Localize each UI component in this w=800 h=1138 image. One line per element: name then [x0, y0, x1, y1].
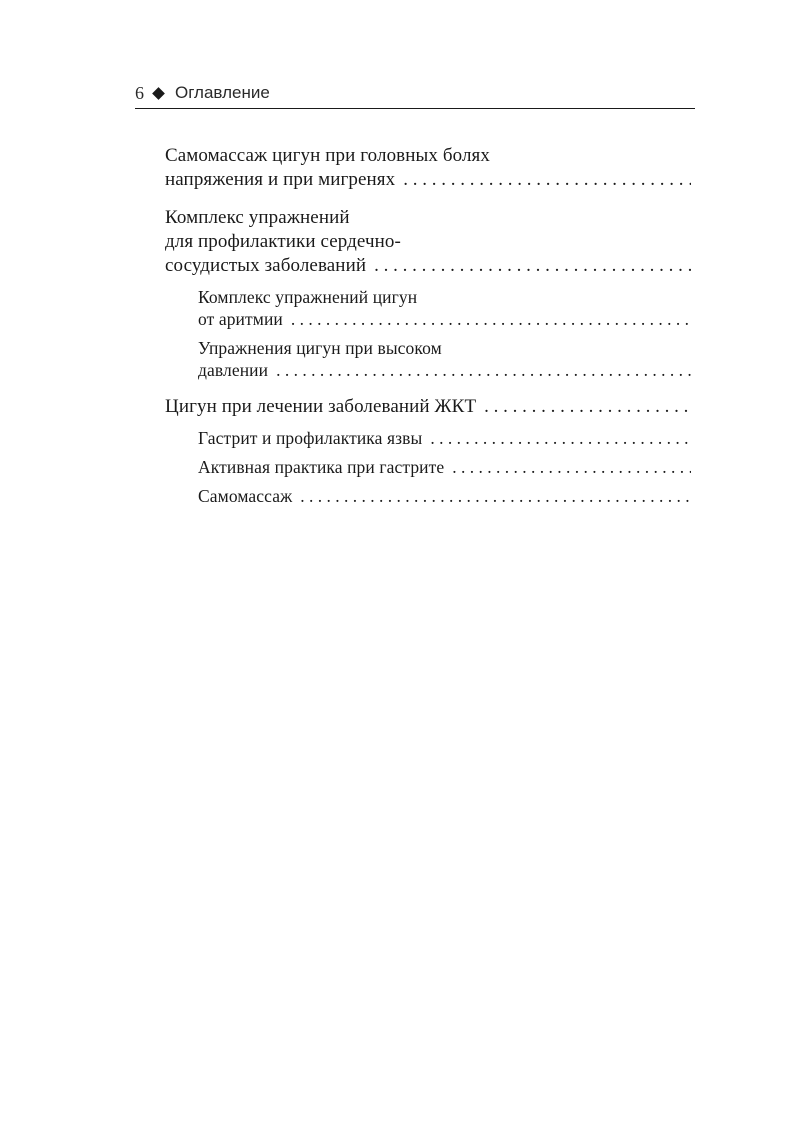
toc-entry-text: от аритмии: [198, 309, 283, 329]
toc-entry-page: [165, 138, 800, 1138]
toc-entry-line: Комплекс упражнений: [165, 207, 350, 228]
section-title: Оглавление: [175, 83, 270, 102]
toc-entry-text: сосудистых заболеваний: [165, 255, 367, 276]
toc-entry-line: Комплекс упражнений цигун: [198, 287, 418, 307]
header-rule: [135, 108, 695, 109]
toc-entry-text: Самомассаж: [198, 486, 293, 506]
toc-entry-text: Активная практика при гастрите: [198, 457, 445, 477]
table-of-contents: [165, 138, 695, 514]
toc-entry-text: напряжения и при мигренях: [165, 169, 396, 190]
toc-entry-text: Гастрит и профилактика язвы: [198, 428, 423, 448]
toc-entry-last-line: [198, 485, 695, 507]
toc-entry-line: Самомассаж цигун при головных болях: [165, 145, 490, 166]
diamond-bullet-icon: [152, 87, 165, 100]
toc-subentry[interactable]: [165, 485, 695, 507]
toc-entry-line: для профилактики сердечно-: [165, 231, 401, 252]
page-number: 6: [135, 82, 144, 103]
toc-entry-line: Упражнения цигун при высоком: [198, 338, 442, 358]
running-header: [135, 80, 695, 106]
toc-entry-text: Цигун при лечении заболеваний ЖКТ: [165, 396, 477, 417]
toc-entry-text: давлении: [198, 360, 269, 380]
